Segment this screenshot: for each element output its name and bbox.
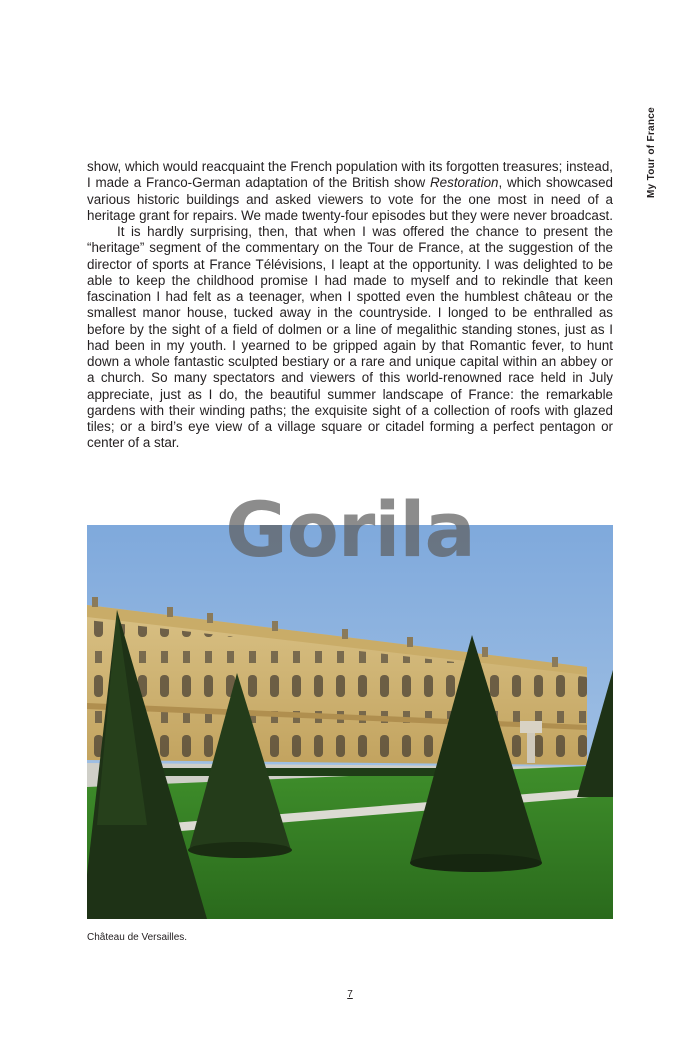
paragraph-1-text-end: , which showcased various historic buildings and asked viewers to vote for the one most in need of a heritage grant for repairs. We made twenty-four episodes but they were never broadcast.: [87, 175, 613, 223]
show-title-italic: Restoration: [430, 175, 499, 191]
body-text: [87, 159, 613, 452]
paragraph-2: It is hardly surprising, then, that when I was offered the chance to present the “heritage” segment of the commentary on the Tour de France, at the suggestion of the director of sports at France Télévisions, I leapt at the opportunity. I was delighted to be able to keep the childhood promise I had made to myself and to rekindle that keen fascination I had felt as a teenager, when I spotted even the humblest château or the smallest manor house, tucked away in the countryside. I longed to be enthralled as before by the sight of a field of dolmen or a line of megalithic standing stones, just as I had been in my youth. I yearned to be gripped again by that Romantic fever, to hunt down a whole fantastic sculpted bestiary or a rare and unique capital within an abbey or a church. So many spectators and viewers of this world-renowned race held in July appreciate, just as I do, the beautiful summer landscape of France: the remarkable gardens with their winding paths; the exquisite sight of a collection of roofs with glazed tiles; or a bird’s eye view of a village square or citadel forming a perfect pentagon or center of a star.: [87, 224, 613, 451]
versailles-photo: [87, 525, 613, 919]
running-head: My Tour of France: [646, 106, 657, 198]
watermark: Gorila: [225, 485, 475, 574]
figure-caption: Château de Versailles.: [87, 932, 188, 943]
paragraph-1-text-start: show, which would reacquaint the French population with its forgotten treasures; instead, I made a Franco-German adaptation of the British show: [87, 159, 613, 191]
page-number: 7: [347, 989, 353, 1000]
paragraph-1: [87, 159, 613, 224]
